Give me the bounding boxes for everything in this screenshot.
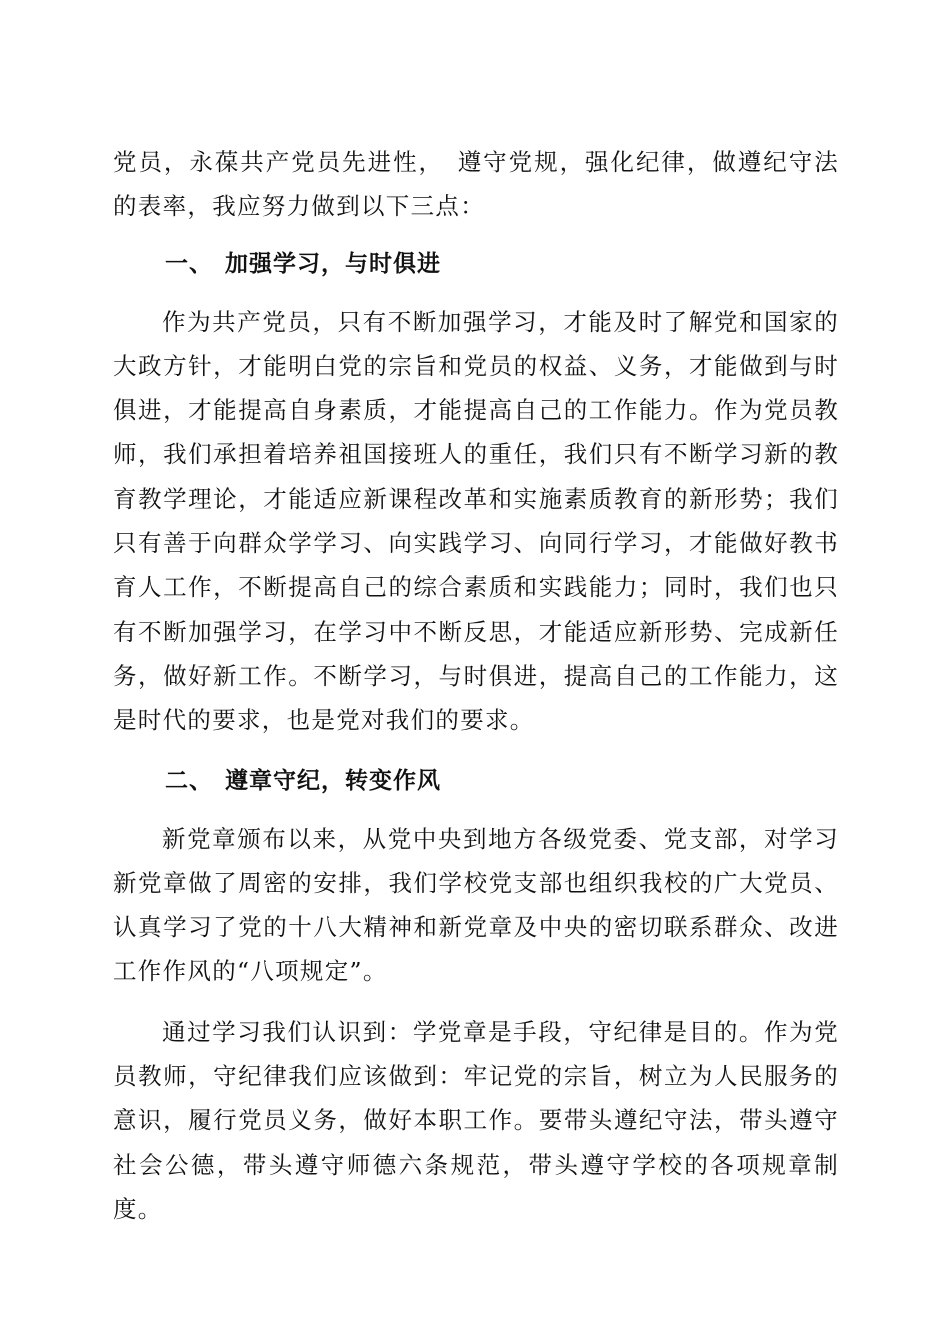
section-heading-2 — [113, 759, 839, 803]
section-number-2: 二、 — [165, 767, 213, 794]
section2-paragraph-2: 通过学习我们认识到：学党章是手段，守纪律是目的。作为党员教师，守纪律我们应该做到：牢记党的宗旨，树立为人民服务的意识，履行党员义务，做好本职工作。要带头遵纪守法，带头遵守社会公德，带头遵守师德六条规范，带头遵守学校的各项规章制度。 — [113, 1017, 839, 1223]
section-title-1: 加强学习，与时俱进 — [225, 250, 441, 277]
intro-paragraph: 党员，永葆共产党员先进性， 遵守党规，强化纪律，做遵纪守法的表率，我应努力做到以下三点： — [113, 148, 839, 221]
section-number-1: 一、 — [165, 250, 213, 277]
document-body — [113, 140, 839, 1231]
section2-paragraph-1: 新党章颁布以来，从党中央到地方各级党委、党支部，对学习新党章做了周密的安排，我们学校党支部也组织我校的广大党员、认真学习了党的十八大精神和新党章及中央的密切联系群众、改进工作作风的“八项规定”。 — [113, 824, 839, 986]
section-heading-1 — [113, 242, 839, 286]
section1-paragraph-1: 作为共产党员，只有不断加强学习，才能及时了解党和国家的大政方针，才能明白党的宗旨和党员的权益、义务，才能做到与时俱进，才能提高自身素质，才能提高自己的工作能力。作为党员教师，我们承担着培养祖国接班人的重任，我们只有不断学习新的教育教学理论，才能适应新课程改革和实施素质教育的新形势；我们只有善于向群众学学习、向实践学习、向同行学习，才能做好教书育人工作，不断提高自己的综合素质和实践能力；同时，我们也只有不断加强学习，在学习中不断反思，才能适应新形势、完成新任务，做好新工作。不断学习，与时俱进，提高自己的工作能力，这是时代的要求，也是党对我们的要求。 — [113, 307, 839, 735]
section-title-2: 遵章守纪，转变作风 — [225, 767, 441, 794]
